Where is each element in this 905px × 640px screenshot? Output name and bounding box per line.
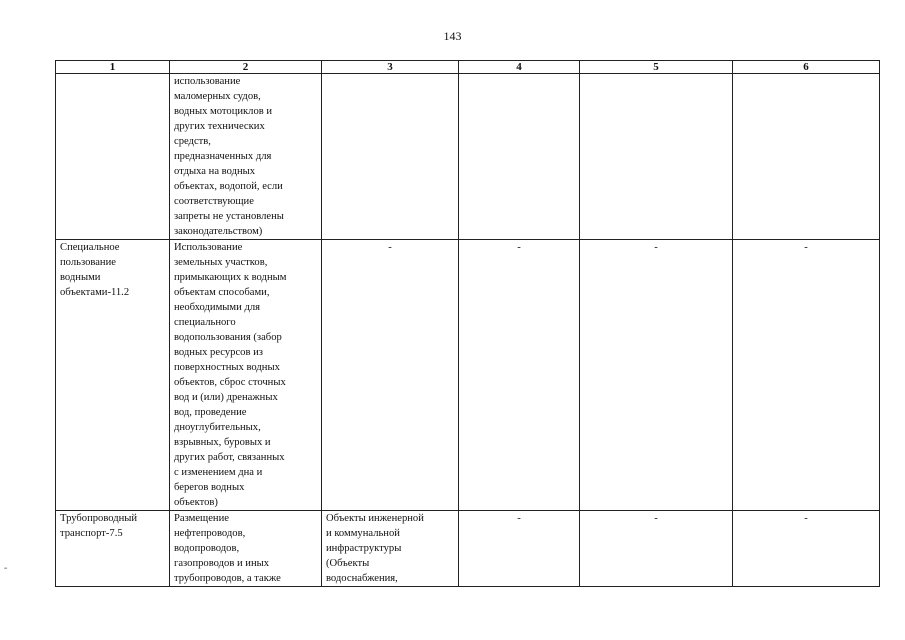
table-row — [56, 74, 880, 240]
cell-text-line: газопроводов и иных — [174, 558, 270, 569]
cell-text-line: Трубопроводный — [60, 513, 138, 524]
table-cell-col5: - — [580, 511, 733, 587]
cell-text-line: водных мотоциклов и — [174, 106, 273, 117]
table-row — [56, 511, 880, 587]
cell-text-line: водопользования (забор — [174, 332, 282, 343]
cell-text-line: объектам способами, — [174, 287, 270, 298]
page-number: 143 — [443, 29, 462, 43]
table-cell-col5: - — [580, 240, 733, 511]
cell-text-line: объектов, сброс сточных — [174, 377, 286, 388]
table-cell-col1 — [56, 511, 170, 587]
table-cell-col4 — [459, 74, 580, 240]
cell-text-line: средств, — [174, 136, 211, 147]
cell-text-line: соответствующие — [174, 196, 254, 207]
table-body — [56, 74, 880, 587]
cell-text-line: с изменением дна и — [174, 467, 263, 478]
cell-text-line: Специальное — [60, 242, 120, 253]
cell-text-line: вод, проведение — [174, 407, 247, 418]
column-header-4: 4 — [459, 61, 580, 74]
cell-text-line: водопроводов, — [174, 543, 240, 554]
cell-text-line: и коммунальной — [326, 528, 400, 539]
cell-text-line: примыкающих к водным — [174, 272, 287, 283]
table-cell-col4: - — [459, 511, 580, 587]
cell-text-line: отдыха на водных — [174, 166, 256, 177]
column-header-1: 1 — [56, 61, 170, 74]
cell-text-line: (Объекты — [326, 558, 370, 569]
table-cell-col5 — [580, 74, 733, 240]
table-cell-col3 — [322, 74, 459, 240]
cell-text-line: использование — [174, 76, 241, 87]
table-cell-col4: - — [459, 240, 580, 511]
cell-text-line: специального — [174, 317, 236, 328]
cell-text-line: Объекты инженерной — [326, 513, 424, 524]
cell-text-line: объектов) — [174, 497, 218, 508]
cell-text-line: других технических — [174, 121, 265, 132]
cell-text-line: необходимыми для — [174, 302, 260, 313]
cell-text-line: - — [388, 242, 392, 253]
cell-text-line: дноуглубительных, — [174, 422, 261, 433]
column-header-5: 5 — [580, 61, 733, 74]
table-cell-col2 — [170, 511, 322, 587]
cell-text-line: инфраструктуры — [326, 543, 402, 554]
cell-text-line: запреты не установлены — [174, 211, 284, 222]
table-cell-col6: - — [733, 511, 880, 587]
table-row — [56, 240, 880, 511]
cell-text-line: вод и (или) дренажных — [174, 392, 278, 403]
cell-text-line: поверхностных водных — [174, 362, 280, 373]
cell-text-line: Размещение — [174, 513, 229, 524]
column-header-6: 6 — [733, 61, 880, 74]
table-cell-col3 — [322, 511, 459, 587]
table-cell-col2 — [170, 74, 322, 240]
cell-text-line: законодательством) — [174, 226, 263, 237]
table-cell-col6: - — [733, 240, 880, 511]
cell-text-line: объектами-11.2 — [60, 287, 130, 298]
cell-text-line: трубопроводов, а также — [174, 573, 281, 584]
table-header-row — [56, 61, 880, 74]
cell-text-line: водными — [60, 272, 101, 283]
cell-text-line: водоснабжения, — [326, 573, 398, 584]
table-cell-col1 — [56, 74, 170, 240]
cell-text-line: других работ, связанных — [174, 452, 285, 463]
land-use-table — [55, 60, 880, 587]
table-cell-col1 — [56, 240, 170, 511]
column-header-3: 3 — [322, 61, 459, 74]
table-cell-col2 — [170, 240, 322, 511]
cell-text-line: транспорт-7.5 — [60, 528, 123, 539]
cell-text-line: предназначенных для — [174, 151, 272, 162]
cell-text-line: земельных участков, — [174, 257, 268, 268]
cell-text-line: взрывных, буровых и — [174, 437, 271, 448]
cell-text-line: берегов водных — [174, 482, 245, 493]
table-cell-col6 — [733, 74, 880, 240]
margin-mark: ≡ — [4, 566, 8, 572]
column-header-2: 2 — [170, 61, 322, 74]
cell-text-line: маломерных судов, — [174, 91, 261, 102]
cell-text-line: Использование — [174, 242, 243, 253]
cell-text-line: объектах, водопой, если — [174, 181, 283, 192]
table-cell-col3 — [322, 240, 459, 511]
cell-text-line: нефтепроводов, — [174, 528, 246, 539]
cell-text-line: водных ресурсов из — [174, 347, 263, 358]
cell-text-line: пользование — [60, 257, 116, 268]
